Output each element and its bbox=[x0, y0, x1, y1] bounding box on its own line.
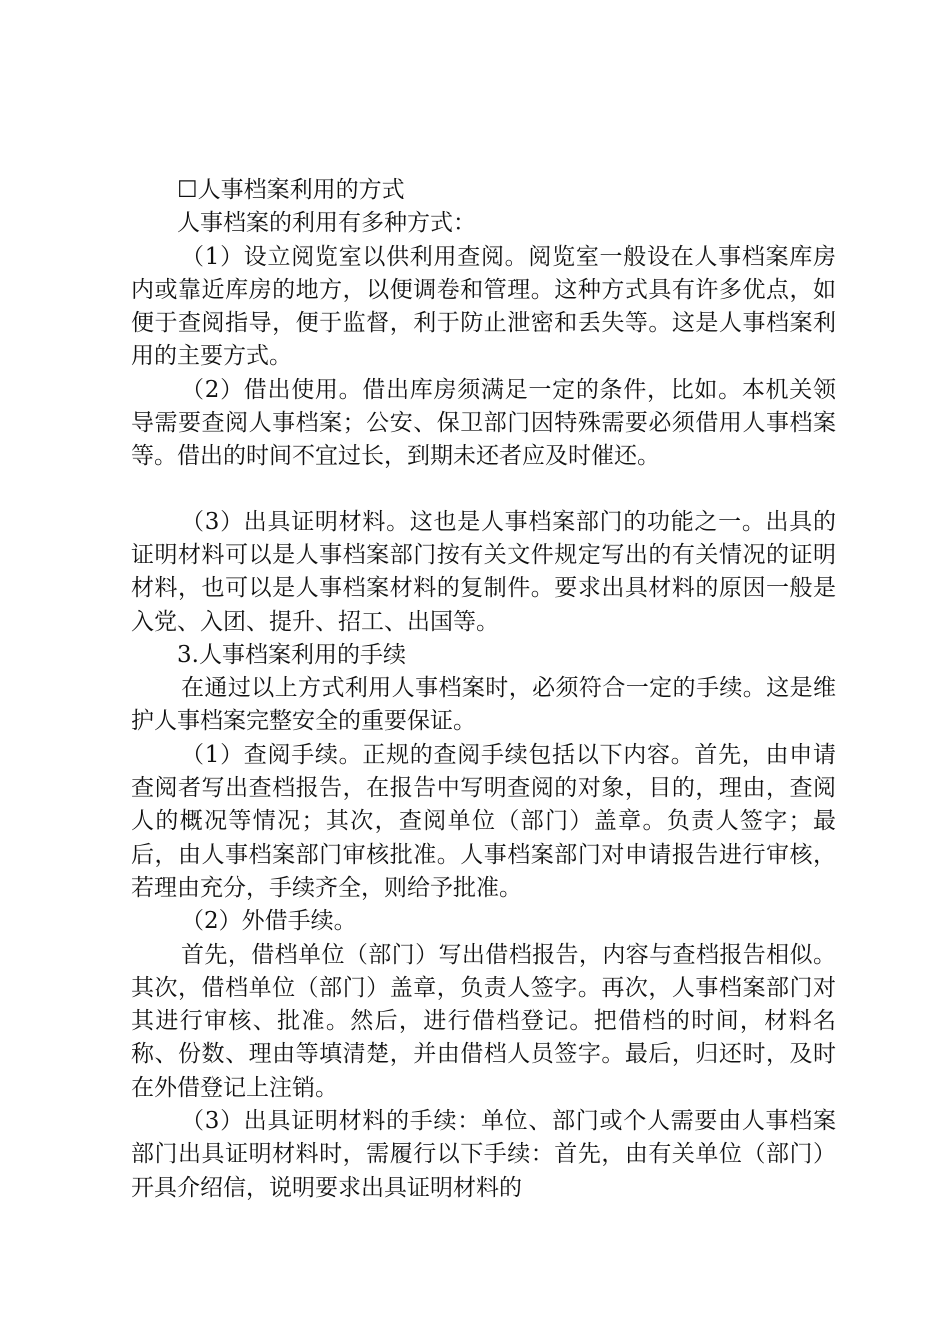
paragraph-certificate-procedure: （3）出具证明材料的手续：单位、部门或个人需要由人事档案部门出具证明材料时，需履行以下手续：首先，由有关单位（部门）开具介绍信，说明要求出具证明材料的 bbox=[131, 1108, 836, 1201]
paragraph-procedures-intro: 在通过以上方式利用人事档案时，必须符合一定的手续。这是维护人事档案完整安全的重要保证。 bbox=[131, 675, 836, 735]
section-heading: 3.人事档案利用的手续 bbox=[177, 641, 406, 668]
paragraph-certificate: （3）出具证明材料。这也是人事档案部门的功能之一。出具的证明材料可以是人事档案部门按有关文件规定写出的有关情况的证明材料，也可以是人事档案材料的复制件。要求出具材料的原因一般是入党、入团、提升、招工、出国等。 bbox=[131, 508, 836, 635]
paragraph-lending: （2）借出使用。借出库房须满足一定的条件，比如。本机关领导需要查阅人事档案；公安、保卫部门因特殊需要必须借用人事档案等。借出的时间不宜过长，到期未还者应及时催还。 bbox=[131, 376, 836, 470]
intro-paragraph: 人事档案的利用有多种方式： bbox=[177, 210, 476, 237]
paragraph-gap bbox=[131, 474, 836, 506]
paragraph-reading-procedure: （1）查阅手续。正规的查阅手续包括以下内容。首先，由申请查阅者写出查档报告，在报告中写明查阅的对象，目的，理由，查阅人的概况等情况；其次，查阅单位（部门）盖章。负责人签字；最后，由人事档案部门审核批准。人事档案部门对申请报告进行审核，若理由充分，手续齐全，则给予批准。 bbox=[131, 741, 836, 901]
section-heading: ☐人事档案利用的方式 bbox=[177, 177, 405, 203]
paragraph-lending-procedure: 首先，借档单位（部门）写出借档报告，内容与查档报告相似。其次，借档单位（部门）盖章，负责人签字。再次，人事档案部门对其进行审核、批准。然后，进行借档登记。把借档的时间，材料名称、份数、理由等填清楚，并由借档人员签字。最后，归还时，及时在外借登记上注销。 bbox=[131, 941, 836, 1101]
document-body bbox=[131, 174, 836, 1205]
paragraph-lending-procedure-title: （2）外借手续。 bbox=[181, 908, 357, 935]
paragraph-reading-room: （1）设立阅览室以供利用查阅。阅览室一般设在人事档案库房内或靠近库房的地方，以便调卷和管理。这种方式具有许多优点，如便于查阅指导，便于监督，利于防止泄密和丢失等。这是人事档案利用的主要方式。 bbox=[131, 243, 836, 370]
